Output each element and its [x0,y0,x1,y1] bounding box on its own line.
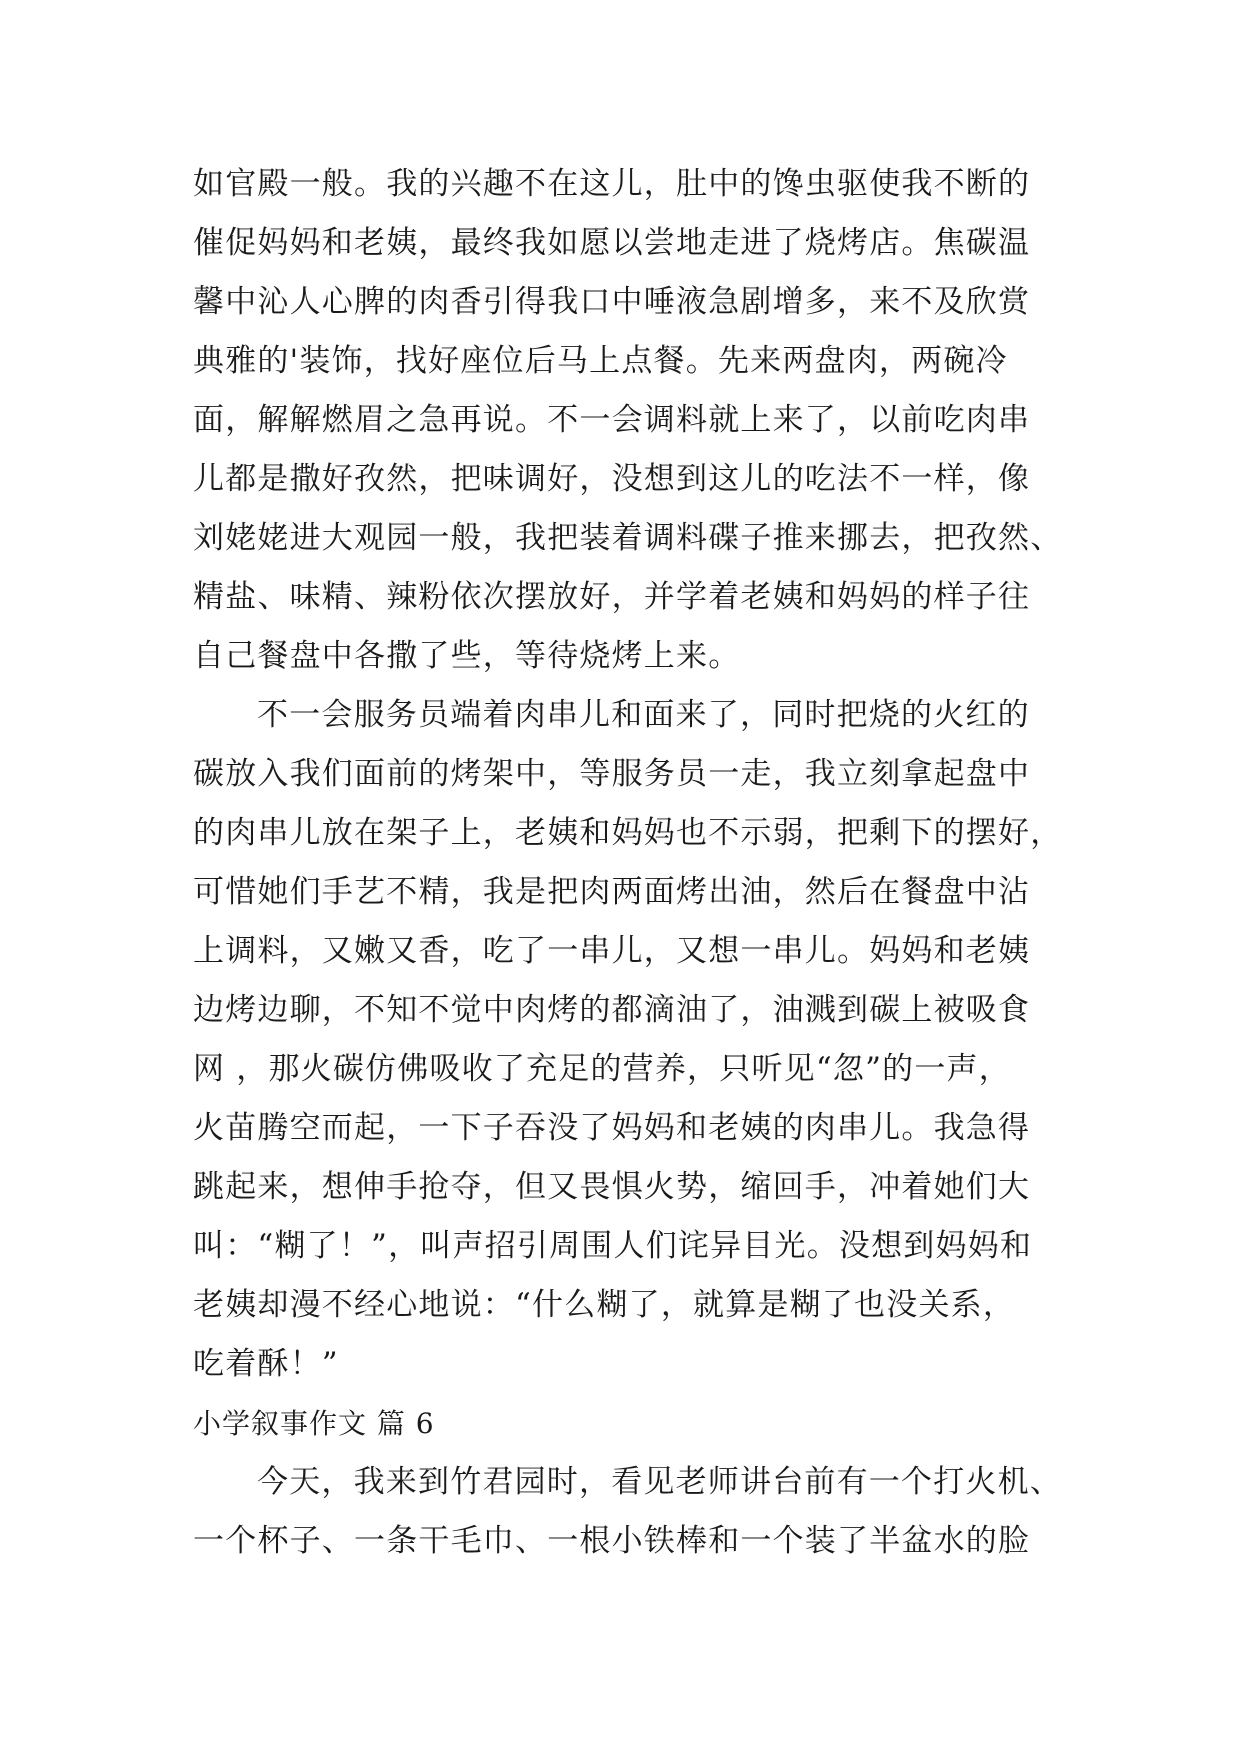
text-line: 面，解解燃眉之急再说。不一会调料就上来了，以前吃肉串 [193,402,1031,438]
text-line: 催促妈妈和老姨，最终我如愿以尝地走进了烧烤店。焦碳温 [193,225,1031,261]
text-line: 典雅的'装饰，找好座位后马上点餐。先来两盘肉，两碗冷 [193,343,1008,379]
text-line: 跳起来，想伸手抢夺，但又畏惧火势，缩回手，冲着她们大 [193,1169,1031,1205]
text-line: 火苗腾空而起，一下子吞没了妈妈和老姨的肉串儿。我急得 [193,1110,1031,1146]
text-line: 边烤边聊，不知不觉中肉烤的都滴油了，油溅到碳上被吸食 [193,992,1031,1028]
section-heading: 小学叙事作文 篇 6 [193,1407,435,1440]
text-line: 的肉串儿放在架子上，老姨和妈妈也不示弱，把剩下的摆好， [193,815,1063,851]
text-line: 如官殿一般。我的兴趣不在这儿，肚中的馋虫驱使我不断的 [193,166,1031,202]
paragraph-start-line: 今天，我来到竹君园时，看见老师讲台前有一个打火机、 [257,1464,1062,1500]
text-line: 刘姥姥进大观园一般，我把装着调料碟子推来挪去，把孜然、 [193,520,1063,556]
text-line: 自己餐盘中各撒了些，等待烧烤上来。 [193,638,741,674]
paragraph-start-line: 不一会服务员端着肉串儿和面来了，同时把烧的火红的 [257,697,1030,733]
text-line: 可惜她们手艺不精，我是把肉两面烤出油，然后在餐盘中沾 [193,874,1031,910]
text-line: 精盐、味精、辣粉依次摆放好，并学着老姨和妈妈的样子往 [193,579,1031,615]
text-line: 网 ，那火碳仿佛吸收了充足的营养，只听见“忽”的一声， [193,1051,1011,1087]
text-line: 上调料，又嫩又香，吃了一串儿，又想一串儿。妈妈和老姨 [193,933,1031,969]
document-body [193,155,1063,1571]
text-line: 儿都是撒好孜然，把味调好，没想到这儿的吃法不一样，像 [193,461,1031,497]
text-line: 一个杯子、一条干毛巾、一根小铁棒和一个装了半盆水的脸 [193,1523,1031,1559]
text-line: 老姨却漫不经心地说：“什么糊了，就算是糊了也没关系， [193,1287,1016,1323]
text-line: 吃着酥！” [193,1346,339,1382]
text-line: 叫：“糊了！”，叫声招引周围人们诧异目光。没想到妈妈和 [193,1228,1033,1264]
text-line: 碳放入我们面前的烤架中，等服务员一走，我立刻拿起盘中 [193,756,1031,792]
text-line: 馨中沁人心脾的肉香引得我口中唾液急剧增多，来不及欣赏 [193,284,1031,320]
